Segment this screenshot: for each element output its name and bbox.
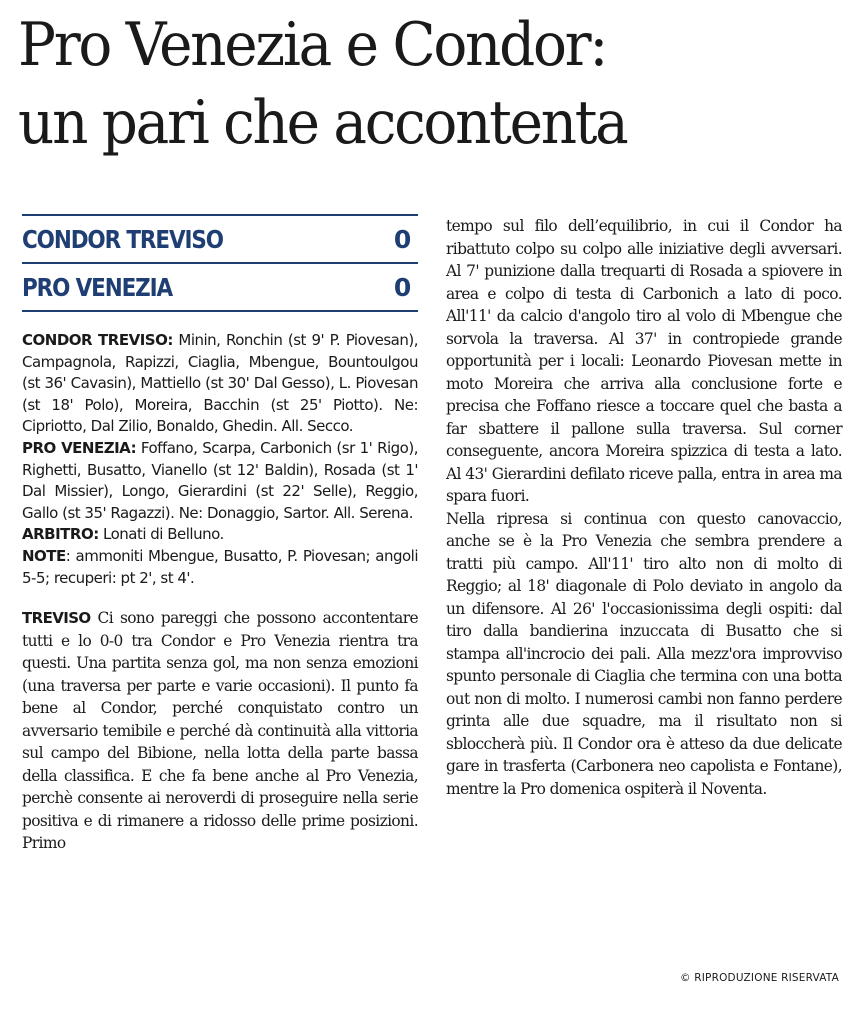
score-row-away: [22, 262, 418, 312]
copyright-notice: © RIPRODUZIONE RISERVATA: [680, 972, 839, 984]
referee-text: Lonati di Belluno.: [103, 525, 224, 544]
scoreboard: [22, 214, 418, 312]
notes-label: NOTE: [22, 546, 66, 565]
match-report-box: [22, 330, 418, 589]
article-body-left: [22, 607, 418, 855]
right-column: [446, 215, 842, 800]
away-team-goals: 0: [393, 272, 410, 302]
article-paragraph-3: Nella ripresa si continua con questo canovaccio, anche se è la Pro Venezia che sembra prendere a tratti più campo. All'11' tiro alto non di molto di Reggio; al 18' diagonale di Polo deviato in angolo da un difensore. Al 26' l'occasionissima degli ospiti: dal tiro dalla bandierina inzuccata di Busatto che si stampa all'incrocio dei pali. Alla mezz'ora improvviso spunto personale di Ciaglia che termina con una botta out non di molto. I numerosi cambi non fanno perdere grinta alle due squadre, ma il risultato non si sbloccherà più. Il Condor ora è atteso da due delicate gare in trasferta (Carbonera neo capolista e Fontane), mentre la Pro domenica ospiterà il Noventa.: [446, 509, 842, 798]
lineup-pro-label: PRO VENEZIA:: [22, 438, 137, 457]
article-left-text: Ci sono pareggi che possono accontentare tutti e lo 0-0 tra Condor e Pro Venezia rientra tra questi. Una partita senza gol, ma non senza emozioni (una traversa per parte e varie occasioni). Il punto fa bene al Condor, perché conquistato contro un avversario temibile e perché dà continuità alla vittoria sul campo del Bibione, nella lotta della parte bassa della classifica. E che fa bene anche al Pro Venezia, perchè consente ai neroverdi di proseguire nella serie positiva e di rimanere a ridosso delle prime posizioni. Primo: [22, 609, 419, 853]
headline-line-1: Pro Venezia e Condor:: [18, 10, 607, 80]
home-team-goals: 0: [393, 224, 410, 254]
left-column: [22, 214, 418, 855]
article-paragraph-1: [22, 607, 418, 855]
dateline-kicker: TREVISO: [22, 609, 91, 628]
lineup-condor-label: CONDOR TREVISO:: [22, 331, 173, 349]
lineup-pro-venezia: [22, 438, 418, 524]
lineup-condor: [22, 330, 418, 438]
away-team-name: PRO VENEZIA: [22, 272, 173, 302]
article-paragraph-2: tempo sul filo dell’equilibrio, in cui il Condor ha ribattuto colpo su colpo alle iniziative degli avversari. Al 7' punizione dalla trequarti di Rosada a spiovere in area e colpo di testa di Carbonich a lato di poco. All'11' da calcio d'angolo tiro al volo di Mbengue che sorvola la traversa. Al 37' in contropiede grande opportunità per i locali: Leonardo Piovesan mette in moto Moreira che arriva alla conclusione forte e precisa che Foffano riesce a toccare quel che basta a far sbattere il pallone sulla traversa. Sul corner conseguente, ancora Moreira spizzica di testa a lato. Al 43' Gierardini defilato riceve palla, entra in area ma spara fuori.: [446, 217, 842, 505]
headline-line-2: un pari che accontenta: [18, 88, 627, 158]
lineup-pro-text: Foffano, Scarpa, Carbonich (sr 1' Rigo), Righetti, Busatto, Vianello (st 12' Baldin), Rosada (st 1' Dal Missier), Longo, Gierardini (st 22' Selle), Reggio, Gallo (st 35' Ragazzi). Ne: Donaggio, Sartor. All. Serena.: [22, 438, 418, 522]
referee-line: [22, 524, 418, 546]
referee-label: ARBITRO:: [22, 525, 99, 544]
home-team-name: CONDOR TREVISO: [22, 224, 223, 254]
headline: [18, 6, 798, 162]
notes-text: : ammoniti Mbengue, Busatto, P. Piovesan; angoli 5-5; recuperi: pt 2', st 4'.: [22, 546, 418, 587]
notes-line: [22, 546, 418, 589]
score-row-home: [22, 214, 418, 262]
lineup-condor-text: Minin, Ronchin (st 9' P. Piovesan), Campagnola, Rapizzi, Ciaglia, Mbengue, Bountoulgou (st 36' Cavasin), Mattiello (st 30' Dal Gesso), L. Piovesan (st 18' Polo), Moreira, Bacchin (st 25' Piotto). Ne: Cipriotto, Dal Zilio, Bonaldo, Ghedin. All. Secco.: [22, 331, 418, 436]
